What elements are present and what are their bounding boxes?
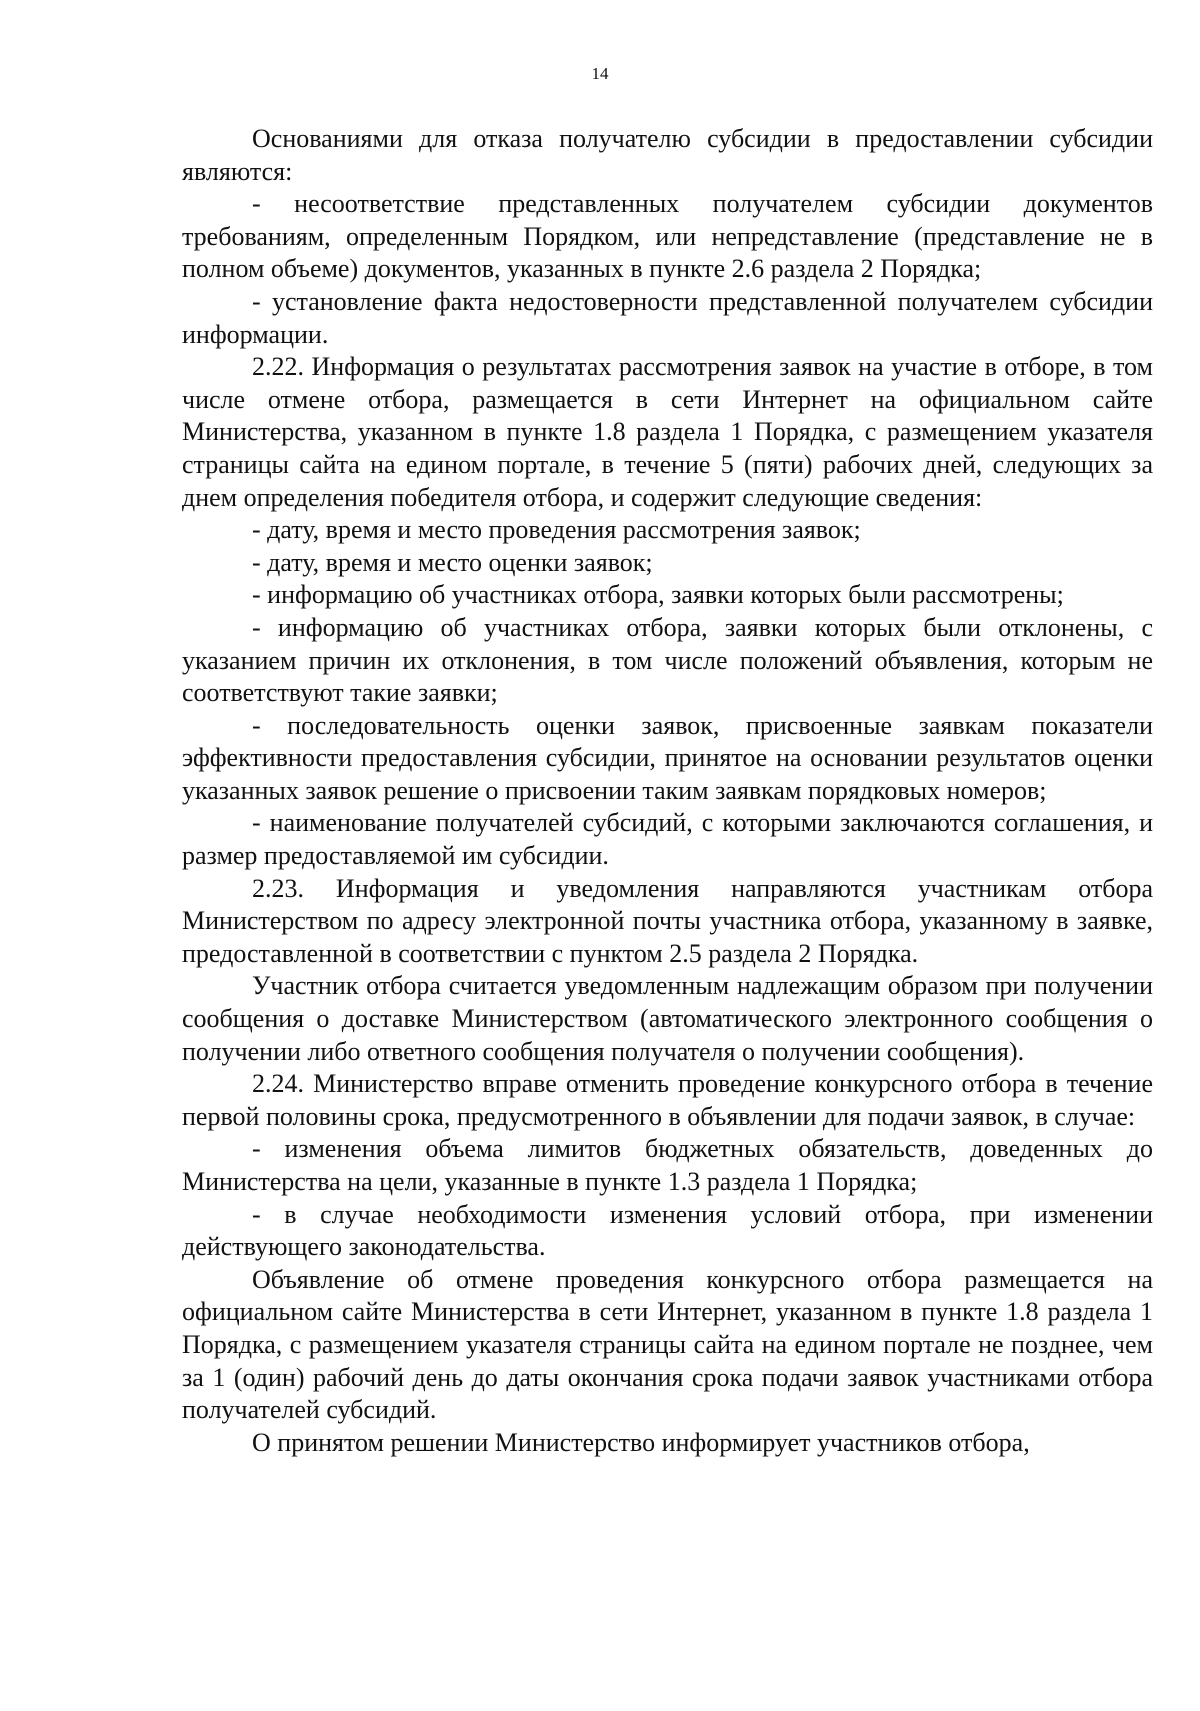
paragraph-notification: Участник отбора считается уведомленным надлежащим образом при получении сообщения о доставке Министерством (автоматического электронного сообщения о получении либо ответного сообщения получателя о получении сообщения).	[182, 971, 1153, 1066]
list-item-review-date: - дату, время и место проведения рассмотрения заявок;	[252, 515, 861, 545]
list-item-unreliable-info: - установление факта недостоверности представленной получателем субсидии информации.	[182, 286, 1153, 349]
list-item-reviewed-participants: - информацию об участниках отбора, заявки которых были рассмотрены;	[252, 580, 1064, 610]
paragraph-decision-info: О принятом решении Министерство информирует участников отбора,	[252, 1427, 1030, 1457]
list-item-conditions-change: - в случае необходимости изменения условий отбора, при изменении действующего законодательства.	[182, 1199, 1153, 1262]
list-item-evaluation-order: - последовательность оценки заявок, присвоенные заявкам показатели эффективности предоставления субсидии, принятое на основании результатов оценки указанных заявок решение о присвоении таким заявкам порядковых номеров;	[182, 710, 1153, 805]
list-item-nonconformity: - несоответствие представленных получателем субсидии документов требованиям, определенным Порядком, или непредставление (представление не в полном объеме) документов, указанных в пункте 2.6 раздела 2 Порядка;	[182, 189, 1153, 284]
list-item-evaluation-date: - дату, время и место оценки заявок;	[252, 547, 653, 577]
list-item-recipients: - наименование получателей субсидий, с которыми заключаются соглашения, и размер предоставляемой им субсидии.	[182, 808, 1153, 871]
list-item-rejected-participants: - информацию об участниках отбора, заявки которых были отклонены, с указанием причин их отклонения, в том числе положений объявления, которым не соответствуют такие заявки;	[182, 612, 1153, 708]
paragraph-refusal-grounds: Основаниями для отказа получателю субсидии в предоставлении субсидии являются:	[182, 124, 1153, 186]
list-item-budget-limits: - изменения объема лимитов бюджетных обязательств, доведенных до Министерства на цели, указанные в пункте 1.3 раздела 1 Порядка;	[182, 1134, 1153, 1196]
page-number: 14	[591, 64, 609, 83]
paragraph-2-23: 2.23. Информация и уведомления направляются участникам отбора Министерством по адресу электронной почты участника отбора, указанному в заявке, предоставленной в соответствии с пунктом 2.5 раздела 2 Порядка.	[182, 873, 1153, 968]
document-body	[182, 123, 1153, 1459]
paragraph-2-24: 2.24. Министерство вправе отменить проведение конкурсного отбора в течение первой половины срока, предусмотренного в объявлении для подачи заявок, в случае:	[182, 1069, 1153, 1131]
paragraph-cancellation-notice: Объявление об отмене проведения конкурсного отбора размещается на официальном сайте Министерства в сети Интернет, указанном в пункте 1.8 раздела 1 Порядка, с размещением указателя страницы сайта на едином портале не позднее, чем за 1 (один) рабочий день до даты окончания срока подачи заявок участниками отбора получателей субсидий.	[182, 1264, 1153, 1425]
paragraph-2-22: 2.22. Информация о результатах рассмотрения заявок на участие в отборе, в том числе отмене отбора, размещается в сети Интернет на официальном сайте Министерства, указанном в пункте 1.8 раздела 1 Порядка, с размещением указателя страницы сайта на едином портале, в течение 5 (пяти) рабочих дней, следующих за днем определения победителя отбора, и содержит следующие сведения:	[182, 352, 1153, 512]
